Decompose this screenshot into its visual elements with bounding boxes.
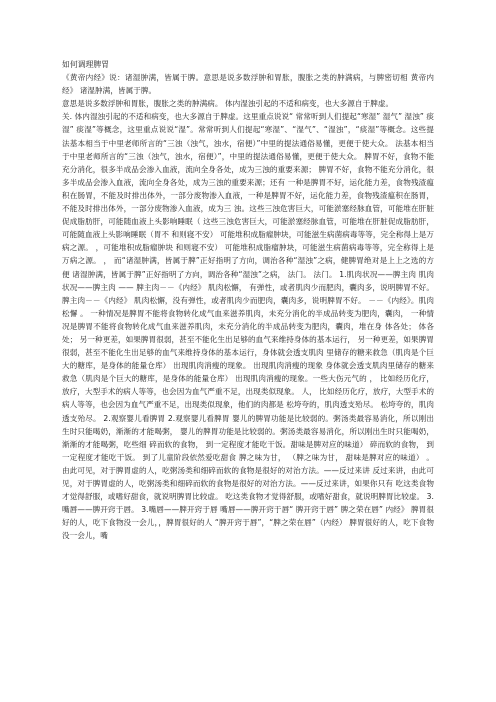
paragraph-2: 意思是说多数浮肿和胃胀，腹胀之类的肿满病。 体内湿浊引起的不适和病变，也大多源自于脾虚。 — [62, 99, 394, 109]
paragraph-1: 《黄帝内经》说：诸湿肿满，皆属于脾。意思是说多数浮肿和胃胀，腹胀之类的肿满病，与脾密切相 黄帝内经》 诸湿肿满，皆属于脾。 — [62, 73, 434, 96]
document-title: 如何调理脾胃 — [62, 60, 110, 69]
paragraph-3: 关. 体内湿浊引起的不适和病变，也大多源自于脾虚。这里重点说说“ 常常听到人们提起“寒湿” 湿气” 湿浊” 痰湿” 痰湿”等概念，这里重点说说“湿”。常常听到人们提起“寒湿”、“湿气”、“湿浊”，“痰湿”等概念。这些提 法基本相当于中里老师所言的“三浊（浊气，浊水，宿便）”中里的提法通俗易懂，更便于使大众。 法基本相当于中里老师所言的“三浊（浊气，浊水，宿便）”，中里的提法通俗易懂，更便于使大众。 脾胃不好，食物不能充分消化，很多半成品会渗入血液，流向全身各处，成为三浊的重要来源； 脾胃不好，食物不能充分消化，很多半成品会渗入血液，流向全身各处，成为三浊的重要来源；还有 一种是脾胃不好，运化能力差，食物残渣瘟积在肠胃，不能及时排出体外，一部分废物渗入血液，一种是脾胃不好，运化能力差，食物残渣瘟积在肠胃，不能及时排出体外，一部分废物渗入血液，成为三 浊。这些三浊危害巨大，可能淤塞经脉血管，可能堆在肝脏促成脂肪肝，可能随血液上头影响睡眠（ 这些三浊危害巨大，可能淤塞经脉血管，可能堆在肝脏促成脂肪肝，可能随血液上头影响睡眠（胃不 和则寝不安） 可能堆积成脂瘤肿块，可能滋生病菌病毒等等，完全称得上是万病之源。 ，可能堆积成脂瘤肿块 和则寝不安） 可能堆积成脂瘤肿块，可能滋生病菌病毒等等，完全称得上是万病之源。 ， 而“诸湿肿满，皆属于脾”正好指明了方向，调治各种“湿浊”之病，健脾胃绝对是上上之选的方便 诸湿肿满，皆属于脾”正好指明了方向，调治各种“湿浊”之病， 法门。 法门。 1.肌肉状况——脾主肉 肌肉状况——脾主肉 —— 脾主肉－－《内经》 肌肉松懈， 有弹性，或者肌肉少而肥肉，囊肉多，说明脾胃不好。 脾主肉－－《内经》 肌肉松懈，没有弹性，或者肌肉少而肥肉，囊肉多，说明脾胃不好。 －－《内经》。肌肉松懈 。 一种情况是脾胃不能将食物转化成气血来滋养肌肉，未充分消化的半成品转变为肥肉，囊肉， 一种情况是脾胃不能将食物转化成气血来滋养肌肉，未充分消化的半成品转变为肥肉，囊肉，堆在身 体各处； 体各处； 另一种更差，如果脾胃很弱，甚至不能化生出足够的血气来维持身体的基本运行， 另一种更差，如果脾胃很弱，甚至不能化生出足够的血气来维持身体的基本运行，身体就会透支肌肉 里储存的糖来救急（肌肉是个巨大的糖库，是身体的能量仓库） 出现肌肉消瘦的现象。 出现肌肉消瘦的现象 身体就会透支肌肉里储存的糖来救急（肌肉是个巨大的糖库，是身体的能量仓库） 出现肌肉消瘦的现象。一些大伤元气的 ， 比如经历化疗，放疗，大型手术的病人等等，也会因为血气严重不足，出现类似现象。 人， 比如经历化疗，放疗，大型手术的病人等等，也会因为血气严重不足，出现类似现象，他们的肉都是 松垮夸的，肌肉透支殆尽。 松垮夸的，肌肉透支殆尽。 2.观察婴儿看脾胃 2.观察婴儿看脾胃 婴儿的脾胃功能是比较弱的。粥汤类最容易消化，所以刚出生时只能喝奶，渐渐的才能喝粥， 婴儿的脾胃功能是比较弱的。粥汤类最容易消化，所以刚出生时只能喝奶，渐渐的才能喝粥，吃些细 碎而软的食物， 到一定程度才能吃干饭。甜味是脾对应的味道） 碎而软的食物， 到一定程度才能吃干饭。 到了儿童阶段依然爱吃甜食 脾之味为甘， （脾之味为甘， 甜味是脾对应的味道） 。 由此可见，对于脾胃虚的人，吃粥汤类和细碎而软的食物是很好的对治方法。——反过来讲 反过来讲，由此可见，对于脾胃虚的人，吃粥汤类和细碎而软的食物是很好的对治方法。——反过来讲，如果你只有 吃这类食物才觉得舒服，或嗜好甜食，就说明脾胃比较虚。 吃这类食物才觉得舒服，或嗜好甜食，就说明脾胃比较虚。 3.嘴唇——脾开窍于唇。 3.嘴唇——脾开窍于唇 嘴唇——脾开窍于唇“ 脾开窍于唇” 脾之荣在唇” 内经》 脾胃很好的人，吃下食物没一会儿，，脾胃很好的人 “脾开窍于唇”，“脾之荣在唇”（内经） 脾胃很好的人，吃下食物没一会儿，嘴 — [62, 112, 434, 541]
document-body — [62, 58, 434, 702]
